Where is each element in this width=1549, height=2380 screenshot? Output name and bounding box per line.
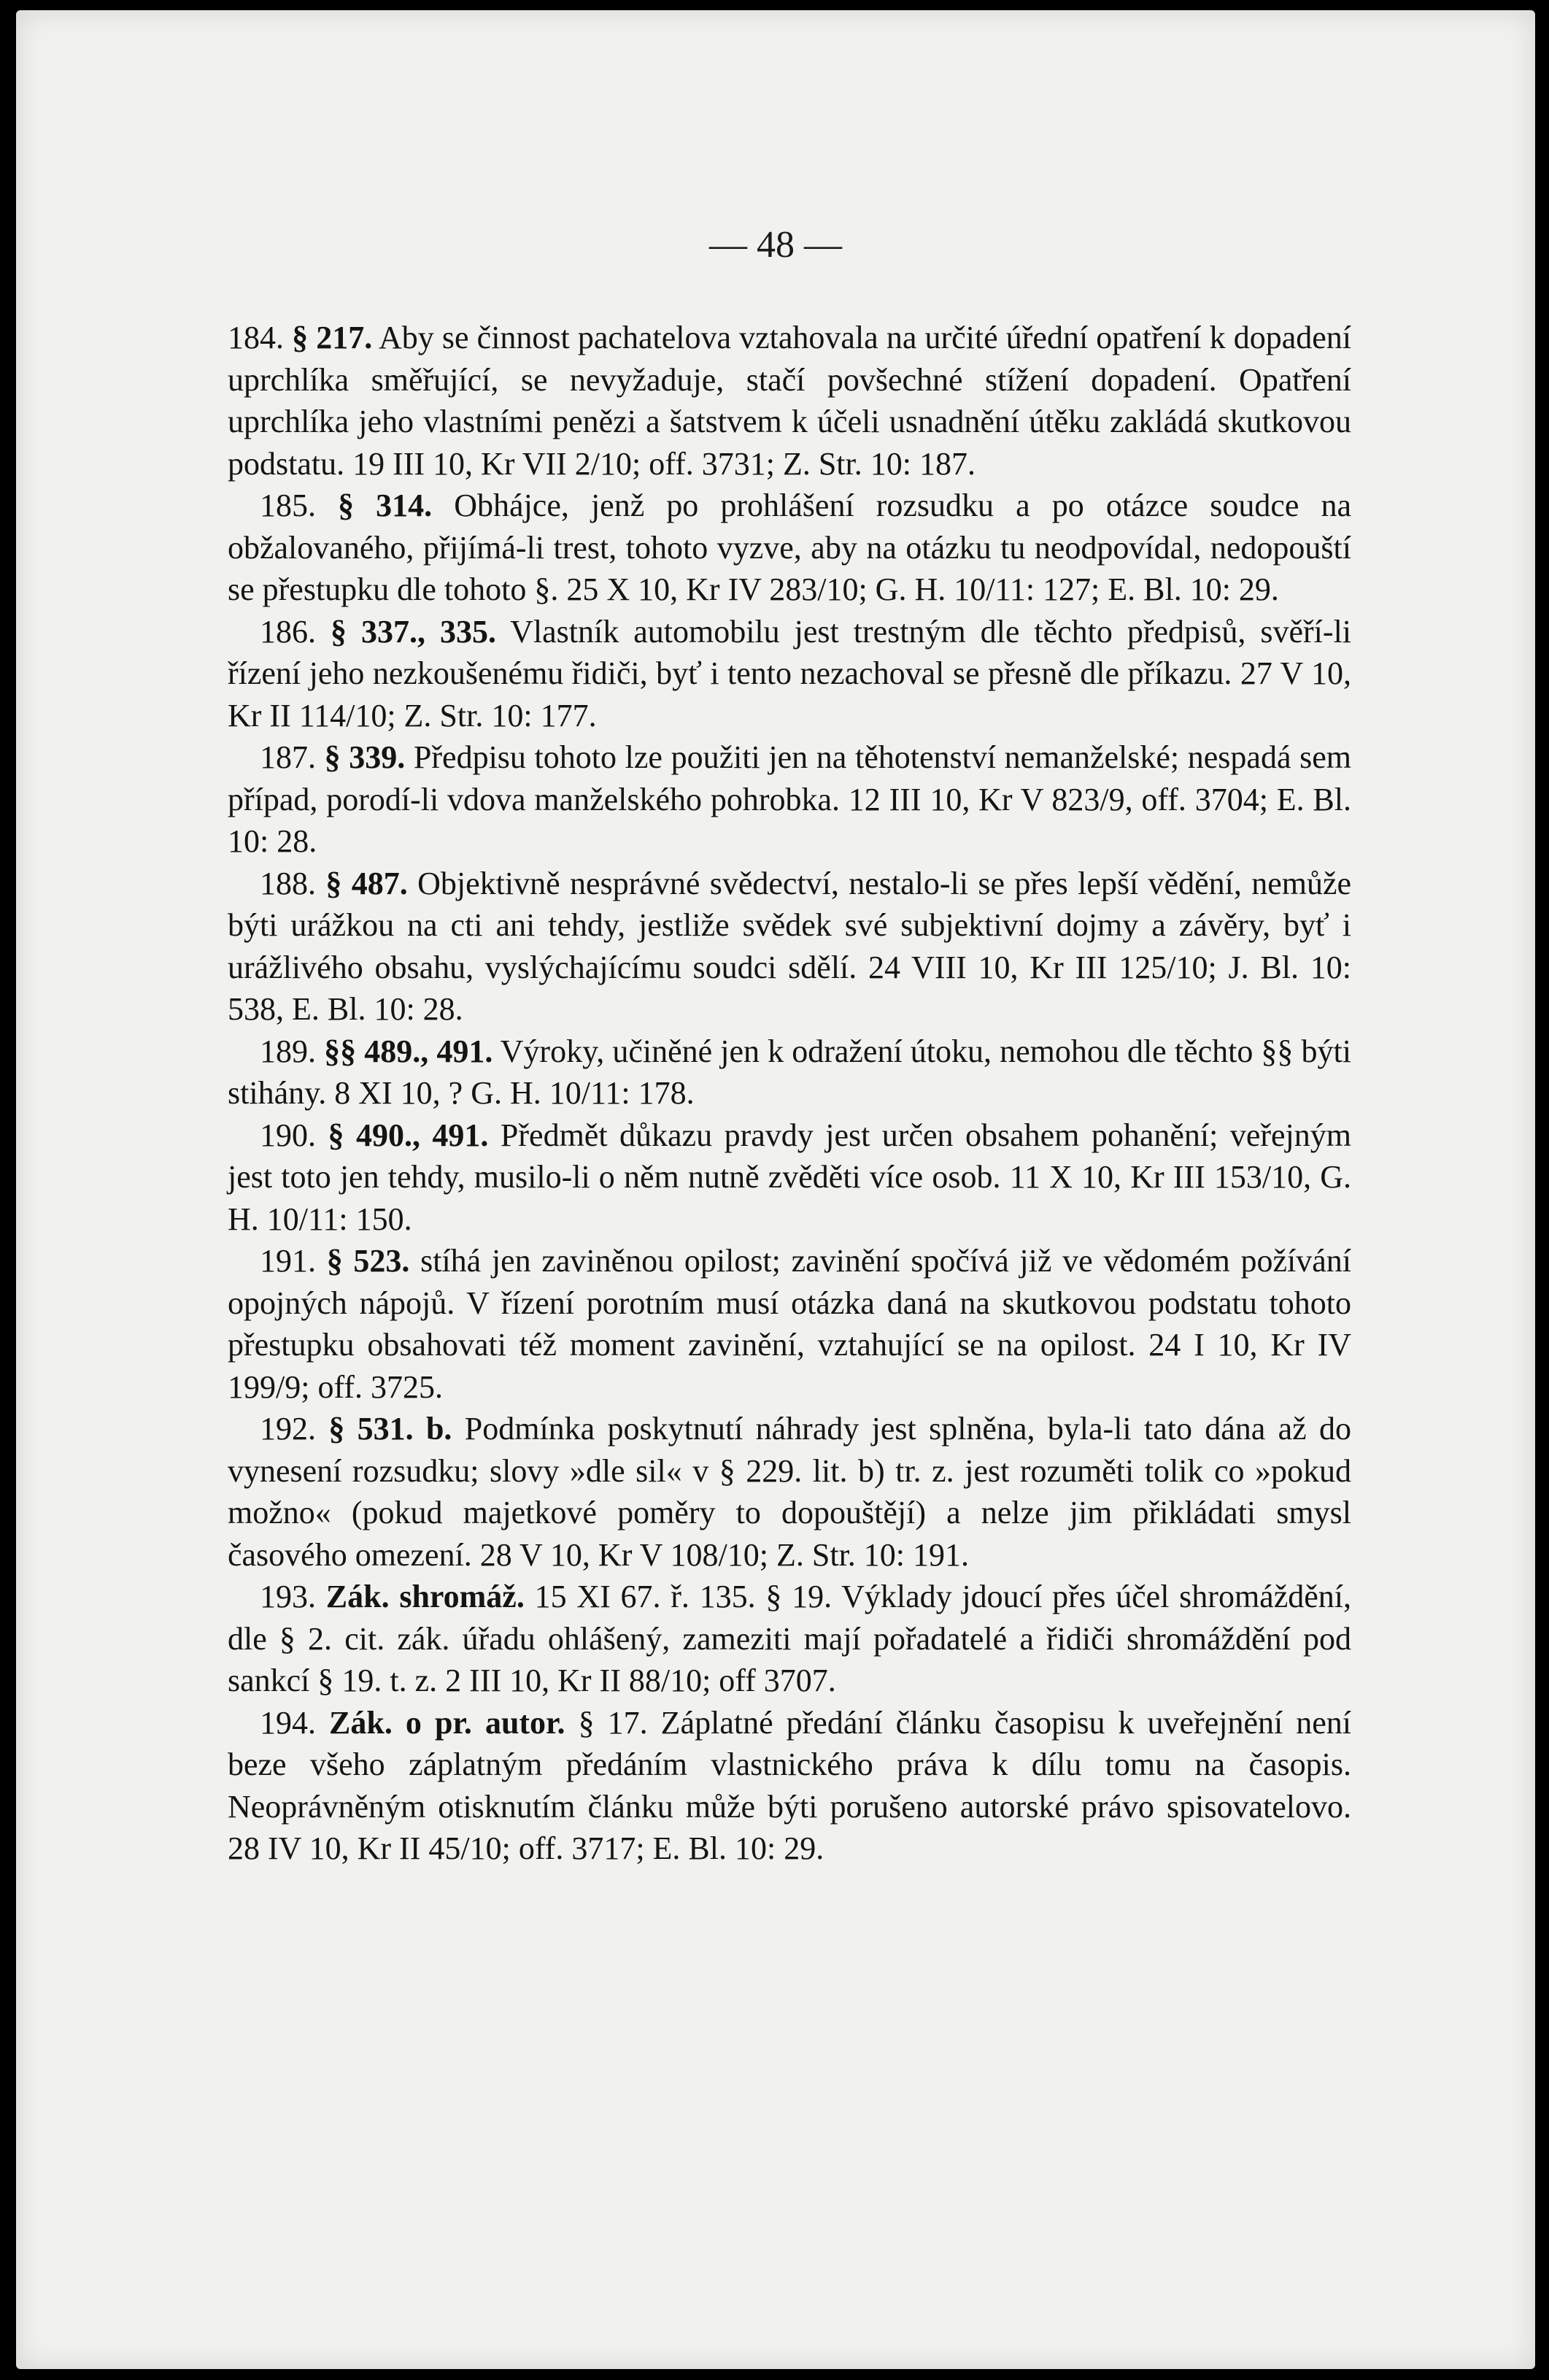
entry-number: 185. xyxy=(260,488,316,523)
entry-text: Objektivně nesprávné svědectví, nestalo-li se přes lepší vědění, nemůže býti urážkou na cti ani tehdy, jestliže svědek své subjektivní dojmy a závěry, byť i urážlivého obsahu, vyslýchajícímu soudci sdělí. 24 VIII 10, Kr III 125/10; J. Bl. 10: 538, E. Bl. 10: 28. xyxy=(228,865,1352,1027)
entry-text: stíhá jen zaviněnou opilost; zavinění spočívá již ve vědomém požívání opojných nápojů. V řízení porotním musí otázka daná na skutkovou podstatu tohoto přestupku obsahovati též moment zavinění, vztahující se na opilost. 24 I 10, Kr IV 199/9; off. 3725. xyxy=(228,1243,1352,1405)
entry-192 xyxy=(228,1408,1351,1576)
entry-text: Předmět důkazu pravdy jest určen obsahem pohanění; veřejným jest toto jen tehdy, musilo-li o něm nutně zvěděti více osob. 11 X 10, Kr III 153/10, G. H. 10/11: 150. xyxy=(228,1117,1352,1237)
entry-number: 193. xyxy=(260,1579,316,1614)
entry-reference: § 339. xyxy=(324,739,406,775)
entry-text: Obhájce, jenž po prohlášení rozsudku a po otázce soudce na obžalovaného, přijímá-li trest, tohoto vyzve, aby na otázku tu neodpovídal, nedopouští se přestupku dle tohoto §. 25 X 10, Kr IV 283/10; G. H. 10/11: 127; E. Bl. 10: 29. xyxy=(228,488,1352,607)
entry-number: 191. xyxy=(260,1243,316,1279)
entry-text: Výroky, učiněné jen k odražení útoku, nemohou dle těchto §§ býti stihány. 8 XI 10, ? G. H. 10/11: 178. xyxy=(228,1033,1351,1111)
entry-text: Aby se činnost pachatelova vztahovala na určité úřední opatření k dopadení uprchlíka směřující, se nevyžaduje, stačí povšechné stížení dopadení. Opatření uprchlíka jeho vlastními penězi a šatstvem k účeli usnadnění útěku zakládá skutkovou podstatu. 19 III 10, Kr VII 2/10; off. 3731; Z. Str. 10: 187. xyxy=(228,320,1352,482)
entry-reference: § 217. xyxy=(292,320,373,355)
entry-text: § 17. Záplatné předání článku časopisu k uveřejnění není beze všeho záplatným předáním vlastnického práva k dílu tomu na časopis. Neoprávněným otisknutím článku může býti porušeno autorské právo spisovatelovo. 28 IV 10, Kr II 45/10; off. 3717; E. Bl. 10: 29. xyxy=(228,1704,1352,1866)
entry-text: Podmínka poskytnutí náhrady jest splněna, byla-li tato dána až do vynesení rozsudku; slovy »dle sil« v § 229. lit. b) tr. z. jest rozuměti tolik co »pokud možno« (pokud majetkové poměry to dopouštějí) a nelze jim přikládati smysl časového omezení. 28 V 10, Kr V 108/10; Z. Str. 10: 191. xyxy=(228,1411,1352,1573)
document-page xyxy=(16,10,1535,2369)
entry-reference: § 490., 491. xyxy=(328,1117,489,1153)
entry-191 xyxy=(228,1240,1351,1408)
entry-text: 15 XI 67. ř. 135. § 19. Výklady jdoucí přes účel shromáždění, dle § 2. cit. zák. úřadu ohlášený, zameziti mají pořadatelé a řidiči shromáždění pod sankcí § 19. t. z. 2 III 10, Kr II 88/10; off 3707. xyxy=(228,1579,1351,1698)
entry-189 xyxy=(228,1031,1351,1114)
entry-reference: § 487. xyxy=(325,865,408,901)
entry-number: 184. xyxy=(228,320,284,355)
entry-reference: §§ 489., 491. xyxy=(324,1033,493,1069)
entry-number: 187. xyxy=(260,739,316,775)
entry-text: Předpisu tohoto lze použiti jen na těhotenství nemanželské; nespadá sem případ, porodí-li vdova manželského pohrobka. 12 III 10, Kr V 823/9, off. 3704; E. Bl. 10: 28. xyxy=(228,739,1351,859)
entry-reference: § 531. b. xyxy=(328,1411,452,1447)
entry-188 xyxy=(228,863,1351,1031)
entry-190 xyxy=(228,1114,1351,1241)
entry-number: 192. xyxy=(260,1411,316,1447)
entry-193 xyxy=(228,1576,1351,1702)
entry-reference: Zák. o pr. autor. xyxy=(329,1704,565,1741)
entry-number: 190. xyxy=(260,1117,316,1153)
entry-187 xyxy=(228,736,1351,863)
entry-reference: Zák. shromáž. xyxy=(325,1579,525,1614)
entry-number: 186. xyxy=(260,613,316,650)
entry-186 xyxy=(228,611,1351,737)
entry-text: Vlastník automobilu jest trestným dle těchto předpisů, svěří-li řízení jeho nezkoušenému řidiči, byť i tento nezachoval se přesně dle příkazu. 27 V 10, Kr II 114/10; Z. Str. 10: 177. xyxy=(228,613,1352,733)
entry-number: 189. xyxy=(260,1033,316,1069)
entry-reference: § 523. xyxy=(326,1243,410,1279)
entry-184 xyxy=(228,317,1351,485)
entry-194 xyxy=(228,1702,1351,1870)
entry-reference: § 337., 335. xyxy=(330,613,496,650)
entry-number: 194. xyxy=(260,1704,316,1741)
entry-number: 188. xyxy=(260,865,316,901)
entry-185 xyxy=(228,485,1351,611)
page-number: — 48 — xyxy=(709,224,842,266)
text-body xyxy=(228,317,1351,1870)
entry-reference: § 314. xyxy=(338,488,433,523)
